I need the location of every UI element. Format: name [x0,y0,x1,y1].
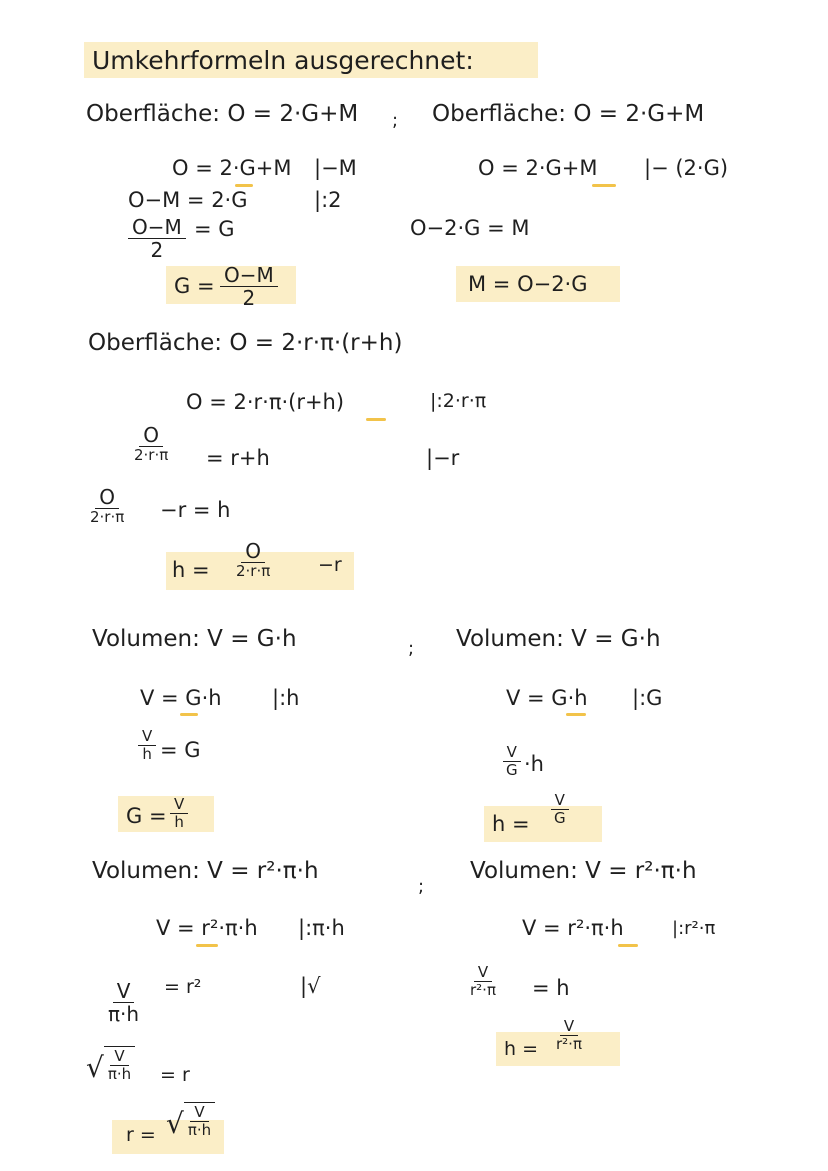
fraction-numerator: O [95,486,119,509]
block3-right-result-lhs: h = [492,812,530,836]
block2-line2-fraction [130,424,172,464]
volume-heading-left: Volumen: V = G·h [92,626,297,652]
block4-left-line2-fraction [104,980,143,1025]
block2-line2-rhs: = r+h [206,446,270,470]
fraction-numerator: V [551,792,569,810]
fraction-numerator: V [110,1048,128,1066]
block1-left-line3-rhs: = G [194,217,235,241]
block1-right-line2: O−2·G = M [410,216,530,240]
separator-semicolon: ; [392,110,399,131]
block3-left-result-lhs: G = [126,804,167,828]
volume-heading-right: Volumen: V = G·h [456,626,661,652]
block3-right-line2-fraction [502,744,522,778]
block2-result-lhs: h = [172,558,210,582]
block4-left-line2-rhs: = r² [164,976,202,998]
block1-left-line1-op: |−M [314,156,357,180]
fraction-numerator: O [241,540,265,563]
block4-left-line3-fraction [104,1048,135,1082]
surface-heading-right: Oberfläche: O = 2·G+M [432,101,705,127]
block1-left-line2-op: |:2 [314,188,342,212]
underline-h [366,418,386,421]
underline-r2 [196,944,218,947]
sqrt-sign-icon: √ [86,1051,104,1084]
fraction-numerator: V [503,744,521,762]
fraction-numerator: V [474,964,492,982]
block4-right-line2-rhs: = h [532,976,570,1000]
fraction-denominator: r²·π [470,980,496,999]
block1-left-line1: O = 2·G+M [172,156,292,180]
fraction-numerator: O−M [128,216,186,239]
block3-right-line1-op: |:G [632,686,663,710]
block3-left-line1-op: |:h [272,686,300,710]
sqrt-sign-icon: √ [166,1107,184,1140]
fraction-denominator: h [142,744,152,763]
block4-right-result-lhs: h = [504,1038,539,1060]
block4-left-line2-op: |√ [300,974,321,998]
cylinder-surface-heading: Oberfläche: O = 2·r·π·(r+h) [88,330,403,356]
fraction-denominator: π·h [187,1120,212,1139]
fraction-numerator: V [138,728,156,746]
block3-left-line2-rhs: = G [160,738,201,762]
block4-left-result-sqrt [166,1102,215,1138]
sqrt-radicand [184,1102,215,1138]
block2-line1-op: |:2·r·π [430,390,487,412]
fraction-denominator: G [506,760,518,779]
block1-left-line2: O−M = 2·G [128,188,248,212]
fraction-denominator: 2·r·π [236,562,271,580]
block4-left-line3-rhs: = r [160,1064,190,1086]
block4-right-result-fraction [552,1018,586,1052]
block1-left-result-lhs: G = [174,274,215,298]
block3-right-result-fraction [550,792,570,826]
block1-right-result: M = O−2·G [468,272,588,296]
block3-right-line2-rhs: ·h [524,752,544,776]
block4-left-line1: V = r²·π·h [156,916,258,940]
block4-left-line1-op: |:π·h [298,916,345,940]
block3-right-line1: V = G·h [506,686,588,710]
fraction-numerator: V [113,980,135,1003]
page-title: Umkehrformeln ausgerechnet: [92,46,474,75]
fraction-numerator: O [139,424,163,447]
fraction-denominator: 2·r·π [134,446,169,464]
underline-m [592,184,616,187]
fraction-denominator: 2 [242,286,256,310]
block2-line1: O = 2·r·π·(r+h) [186,390,345,414]
fraction-denominator: π·h [107,1064,132,1083]
fraction-numerator: V [190,1104,208,1122]
fraction-denominator: r²·π [556,1034,582,1053]
fraction-numerator: V [560,1018,578,1036]
block4-left-line3-sqrt [86,1046,135,1082]
cylinder-volume-heading-left: Volumen: V = r²·π·h [92,858,319,884]
fraction-numerator: O−M [220,264,278,287]
underline-h [618,944,638,947]
block3-left-line1: V = G·h [140,686,222,710]
block4-right-line1: V = r²·π·h [522,916,624,940]
block1-left-line3-fraction [128,216,186,261]
underline-g [235,184,253,187]
surface-heading-left: Oberfläche: O = 2·G+M [86,101,359,127]
block4-right-line2-fraction [466,964,500,998]
block3-left-line2-fraction [138,728,156,762]
block1-left-result-fraction [220,264,278,309]
block3-left-result-fraction [170,796,188,830]
fraction-denominator: 2·r·π [90,508,125,526]
block4-right-line1-op: |:r²·π [672,918,716,939]
fraction-numerator: V [170,796,188,814]
separator-semicolon: ; [418,876,425,897]
separator-semicolon: ; [408,638,415,659]
block2-result-fraction [232,540,274,580]
block1-right-line1-op: |− (2·G) [644,156,729,180]
sqrt-radicand [104,1046,135,1082]
underline-g [180,713,198,716]
block2-line3-fraction [86,486,128,526]
fraction-denominator: 2 [150,238,164,262]
block4-left-result-lhs: r = [126,1124,156,1146]
underline-h [566,713,586,716]
block2-line3-rhs: −r = h [160,498,231,522]
block2-result-rhs: −r [318,554,342,576]
block2-line2-op: |−r [426,446,460,470]
cylinder-volume-heading-right: Volumen: V = r²·π·h [470,858,697,884]
fraction-denominator: π·h [108,1002,140,1026]
block4-left-result-fraction [184,1104,215,1138]
fraction-denominator: G [554,808,566,827]
fraction-denominator: h [174,812,184,831]
block1-right-line1: O = 2·G+M [478,156,598,180]
